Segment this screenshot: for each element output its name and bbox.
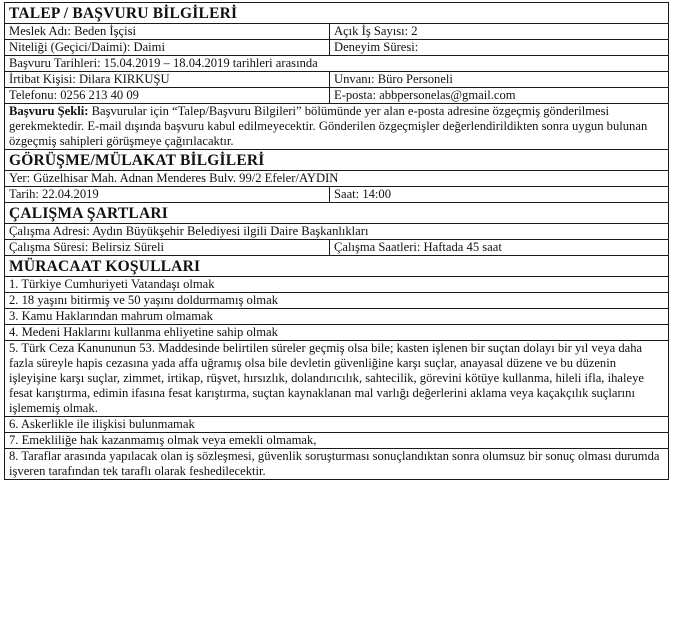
list-item: 6. Askerlikle ile ilişkisi bulunmamak	[5, 417, 669, 433]
talep-heading: TALEP / BAŞVURU BİLGİLERİ	[5, 3, 669, 24]
job-posting-document	[4, 2, 669, 480]
gorusme-heading: GÖRÜŞME/MÜLAKAT BİLGİLERİ	[5, 150, 669, 171]
basvuru-sekli-label: Başvuru Şekli:	[9, 104, 89, 118]
telefonu: Telefonu: 0256 213 40 09	[5, 88, 330, 104]
e-posta: E-posta: abbpersonelas@gmail.com	[330, 88, 669, 104]
basvuru-sekli-text: Başvurular için “Talep/Başvuru Bilgileri” bölümünde yer alan e-posta adresine özgeçmiş gönderilmesi gerekmektedir. E-mail dışında başvuru kabul edilmeyecektir. Gönderilen özgeçmişler değerlendirildikten sonra uygun bulunan özgeçmiş sahipleri görüşmeye çağırılacaktır.	[9, 104, 648, 148]
talep-table	[4, 2, 669, 150]
deneyim-suresi: Deneyim Süresi:	[330, 40, 669, 56]
list-item: 1. Türkiye Cumhuriyeti Vatandaşı olmak	[5, 277, 669, 293]
gorusme-yer: Yer: Güzelhisar Mah. Adnan Menderes Bulv. 99/2 Efeler/AYDIN	[5, 171, 669, 187]
calisma-saatleri: Çalışma Saatleri: Haftada 45 saat	[330, 240, 669, 256]
niteligi: Niteliği (Geçici/Daimi): Daimi	[5, 40, 330, 56]
list-item: 4. Medeni Haklarını kullanma ehliyetine sahip olmak	[5, 325, 669, 341]
calisma-heading: ÇALIŞMA ŞARTLARI	[5, 203, 669, 224]
calisma-suresi: Çalışma Süresi: Belirsiz Süreli	[5, 240, 330, 256]
gorusme-saat: Saat: 14:00	[330, 187, 669, 203]
acik-is-sayisi: Açık İş Sayısı: 2	[330, 24, 669, 40]
basvuru-tarihleri: Başvuru Tarihleri: 15.04.2019 – 18.04.2019 tarihleri arasında	[5, 56, 669, 72]
meslek-adi: Meslek Adı: Beden İşçisi	[5, 24, 330, 40]
irtibat-kisisi: İrtibat Kişisi: Dilara KIRKUŞU	[5, 72, 330, 88]
muracaat-heading: MÜRACAAT KOŞULLARI	[5, 256, 669, 277]
list-item: 2. 18 yaşını bitirmiş ve 50 yaşını doldurmamış olmak	[5, 293, 669, 309]
muracaat-table	[4, 255, 669, 480]
unvani: Unvanı: Büro Personeli	[330, 72, 669, 88]
gorusme-table	[4, 149, 669, 203]
gorusme-tarih: Tarih: 22.04.2019	[5, 187, 330, 203]
list-item: 7. Emekliliğe hak kazanmamış olmak veya emekli olmamak,	[5, 433, 669, 449]
list-item: 8. Taraflar arasında yapılacak olan iş sözleşmesi, güvenlik soruşturması sonuçlandıktan sonra olumsuz bir sonuç olması durumda işveren tarafından tek taraflı olarak feshedilecektir.	[5, 449, 669, 480]
calisma-adresi: Çalışma Adresi: Aydın Büyükşehir Belediyesi ilgili Daire Başkanlıkları	[5, 224, 669, 240]
calisma-table	[4, 202, 669, 256]
list-item: 3. Kamu Haklarından mahrum olmamak	[5, 309, 669, 325]
list-item: 5. Türk Ceza Kanununun 53. Maddesinde belirtilen süreler geçmiş olsa bile; kasten işlenen bir suçtan dolayı bir yıl veya daha fazla süreyle hapis cezasına yada affa uğramış olsa bile devletin güvenliğine karşı suçlar, anayasal düzene ve bu düzenin işleyişine karşı suçlar, zimmet, irtikap, rüşvet, hırsızlık, dolandırıcılık, sahtecilik, görevini kötüye kullanma, hileli ifla, ihaleye fesat karıştırma, edimin ifasına fesat karıştırma, suçtan kaynaklanan mal varlığı değerlerini aklama veya kaçakçılık suçlarını işlememiş olmak.	[5, 341, 669, 417]
basvuru-sekli	[5, 104, 669, 150]
